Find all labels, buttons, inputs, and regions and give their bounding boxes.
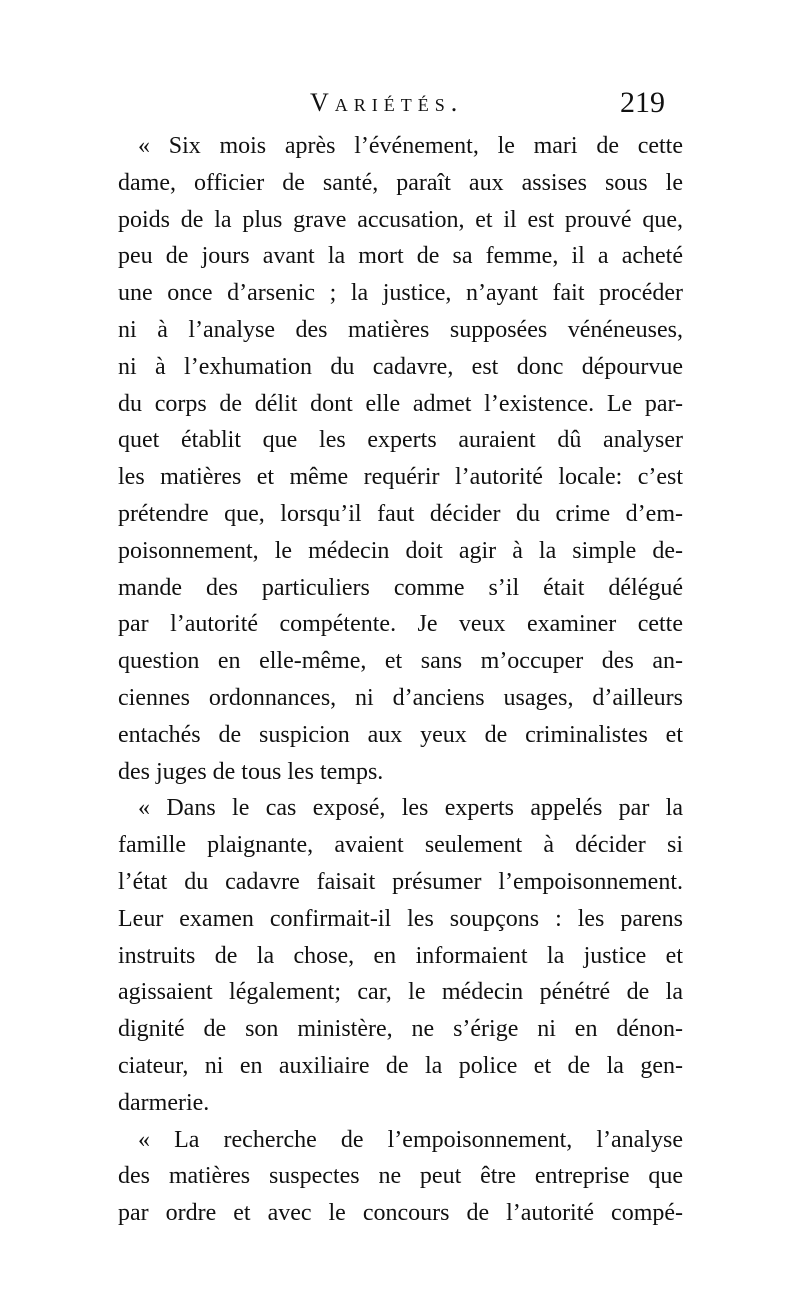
text-line: une once d’arsenic ; la justice, n’ayant fait procéder [118,280,683,307]
text-line: poisonnement, le médecin doit agir à la simple de- [118,537,683,564]
text-line: quet établit que les experts auraient dû analyser [118,427,683,454]
text-line: question en elle-même, et sans m’occuper des an- [118,648,683,675]
text-line: peu de jours avant la mort de sa femme, il a acheté [118,243,683,270]
text-line: des matières suspectes ne peut être entreprise que [118,1163,683,1190]
text-line: mande des particuliers comme s’il était délégué [118,574,683,601]
text-line: ciateur, ni en auxiliaire de la police et de la gen- [118,1052,683,1079]
text-line: prétendre que, lorsqu’il faut décider du crime d’em- [118,500,683,527]
text-line: les matières et même requérir l’autorité locale: c’est [118,464,683,491]
text-line: ni à l’analyse des matières supposées vénéneuses, [118,316,683,343]
text-line: par l’autorité compétente. Je veux examiner cette [118,611,683,638]
text-line: ciennes ordonnances, ni d’anciens usages, d’ailleurs [118,684,683,711]
text-line: du corps de délit dont elle admet l’existence. Le par- [118,390,683,417]
text-line: instruits de la chose, en informaient la justice et [118,942,683,969]
body-text [118,128,683,1232]
text-line: dignité de son ministère, ne s’érige ni en dénon- [118,1016,683,1043]
text-line: dame, officier de santé, paraît aux assises sous le [118,169,683,196]
text-line: par ordre et avec le concours de l’autorité compé- [118,1200,683,1227]
text-line: entachés de suspicion aux yeux de criminalistes et [118,721,683,748]
text-line: famille plaignante, avaient seulement à décider si [118,832,683,859]
text-line: darmerie. [118,1089,210,1116]
text-line: Leur examen confirmait-il les soupçons : les parens [118,905,683,932]
text-line: agissaient légalement; car, le médecin pénétré de la [118,979,683,1006]
text-line: poids de la plus grave accusation, et il est prouvé que, [118,206,683,233]
text-line: des juges de tous les temps. [118,758,384,785]
text-line: « Dans le cas exposé, les experts appelés par la [138,795,683,822]
page-number: 219 [620,86,665,119]
text-line: l’état du cadavre faisait présumer l’empoisonnement. [118,868,683,895]
text-line: ni à l’exhumation du cadavre, est donc dépourvue [118,353,683,380]
text-line: « Six mois après l’événement, le mari de cette [138,133,683,159]
text-line: « La recherche de l’empoisonnement, l’analyse [138,1126,683,1153]
running-head: Variétés. [310,88,464,117]
